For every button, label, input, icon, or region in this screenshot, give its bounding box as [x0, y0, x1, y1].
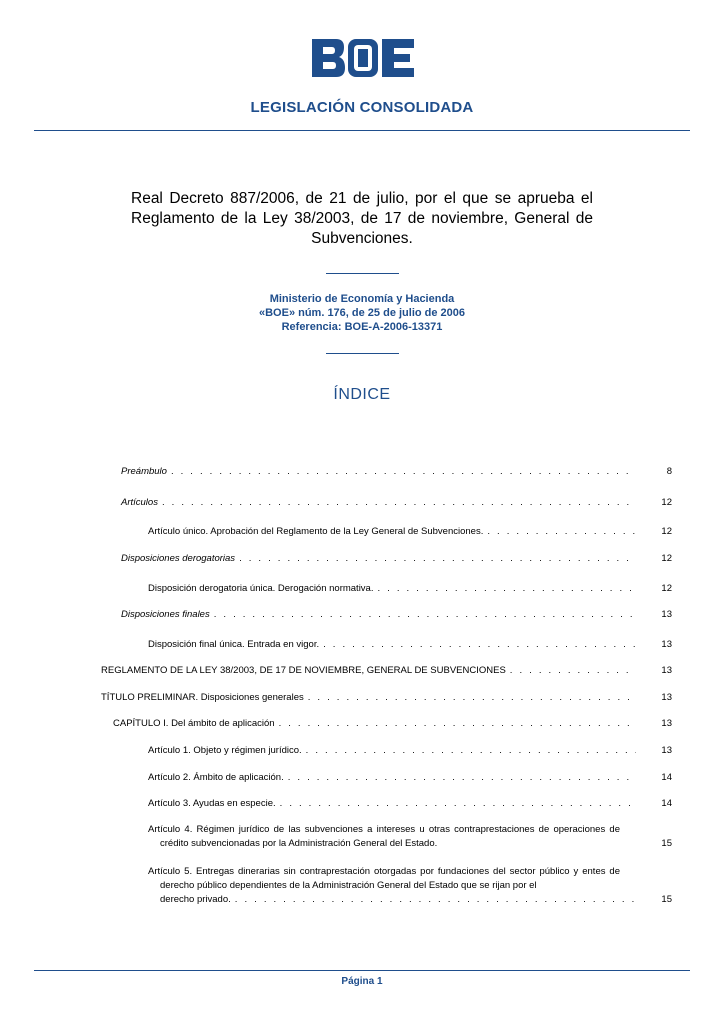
toc-entry-page: 12	[661, 526, 672, 537]
toc-entry-label: TÍTULO PRELIMINAR. Disposiciones generales	[101, 692, 304, 703]
toc-entry-page: 15	[661, 838, 672, 849]
toc-entry-label: Artículo 2. Ámbito de aplicación.	[148, 772, 284, 783]
toc-leader	[308, 691, 636, 704]
header-divider	[34, 130, 690, 131]
toc-leader	[280, 797, 636, 810]
toc-entry-label: REGLAMENTO DE LA LEY 38/2003, DE 17 DE NOVIEMBRE, GENERAL DE SUBVENCIONES	[101, 665, 506, 676]
toc-entry[interactable]	[101, 691, 672, 704]
toc-leader	[214, 608, 636, 621]
toc-entry[interactable]	[148, 823, 672, 851]
toc-entry[interactable]	[121, 552, 672, 565]
toc-entry-label: Disposición derogatoria única. Derogación normativa.	[148, 583, 374, 594]
toc-entry-page: 13	[661, 639, 672, 650]
toc-entry-page: 12	[661, 553, 672, 564]
document-title: Real Decreto 887/2006, de 21 de julio, por el que se aprueba el Reglamento de la Ley 38/2003, de 17 de noviembre, General de Subvenciones.	[131, 190, 593, 247]
toc-leader	[279, 717, 636, 730]
toc-leader	[510, 664, 636, 677]
toc-entry[interactable]	[121, 465, 672, 478]
toc-leader	[162, 496, 636, 509]
document-meta	[0, 292, 724, 334]
toc-leader	[306, 744, 636, 757]
toc-entry-page: 14	[661, 772, 672, 783]
toc-entry-page: 8	[666, 466, 672, 477]
page-number: Página 1	[341, 976, 383, 987]
toc-entry-page: 13	[661, 745, 672, 756]
toc-entry[interactable]	[148, 638, 672, 651]
footer-divider	[34, 970, 690, 971]
toc-entry-page: 13	[661, 609, 672, 620]
toc-entry-label: Artículo único. Aprobación del Reglamento de la Ley General de Subvenciones.	[148, 526, 484, 537]
index-title: ÍNDICE	[333, 386, 391, 403]
toc-entry[interactable]	[121, 496, 672, 509]
header-title: LEGISLACIÓN CONSOLIDADA	[250, 99, 474, 116]
toc-entry-label: Preámbulo	[121, 466, 167, 477]
toc-entry[interactable]	[148, 744, 672, 757]
toc-entry[interactable]	[148, 525, 672, 538]
toc-entry[interactable]	[101, 664, 672, 677]
toc-entry-label: Disposición final única. Entrada en vigor.	[148, 639, 320, 650]
toc-entry[interactable]	[148, 582, 672, 595]
toc-entry-page: 13	[661, 718, 672, 729]
meta-divider	[326, 353, 399, 354]
toc-leader	[171, 465, 636, 478]
toc-entry-page: 13	[661, 692, 672, 703]
toc-entry-label: Artículo 1. Objeto y régimen jurídico.	[148, 745, 302, 756]
toc-entry-label: Artículo 3. Ayudas en especie.	[148, 798, 276, 809]
title-divider	[326, 273, 399, 274]
toc-entry[interactable]	[148, 797, 672, 810]
boe-reference: «BOE» núm. 176, de 25 de julio de 2006	[258, 307, 466, 319]
toc-entry-label: Disposiciones finales	[121, 609, 210, 620]
toc-entry[interactable]	[148, 771, 672, 784]
toc-leader	[288, 771, 636, 784]
toc-entry[interactable]	[148, 865, 672, 907]
toc-entry-label: Artículo 4. Régimen jurídico de las subvenciones a intereses u otras contraprestaciones de operaciones de crédito subvencionadas por la Administración General del Estado.	[148, 824, 620, 849]
ministry: Ministerio de Economía y Hacienda	[269, 293, 455, 305]
reference-id: Referencia: BOE-A-2006-13371	[281, 321, 443, 333]
toc-entry-label: Artículo 5. Entregas dinerarias sin contraprestación otorgadas por fundaciones del sector público y entes de derecho público dependientes de la Administración General del Estado que se rijan por el	[148, 866, 620, 891]
toc-leader	[235, 893, 636, 907]
toc-entry-label: Disposiciones derogatorias	[121, 553, 236, 564]
toc-entry-label: Artículos	[121, 497, 158, 508]
toc-entry-page: 12	[661, 583, 672, 594]
toc-entry-page: 15	[661, 894, 672, 905]
toc-entry[interactable]	[121, 608, 672, 621]
boe-logo	[310, 37, 416, 79]
toc-entry-label: CAPÍTULO I. Del ámbito de aplicación	[113, 718, 275, 729]
toc-leader	[323, 638, 636, 651]
toc-entry-label-end: derecho privado.	[160, 894, 231, 905]
toc-leader	[239, 552, 636, 565]
toc-entry-page: 14	[661, 798, 672, 809]
toc-entry-page: 13	[661, 665, 672, 676]
toc-entry[interactable]	[113, 717, 672, 730]
toc-leader	[377, 582, 636, 595]
toc-leader	[487, 525, 636, 538]
toc-entry-page: 12	[661, 497, 672, 508]
